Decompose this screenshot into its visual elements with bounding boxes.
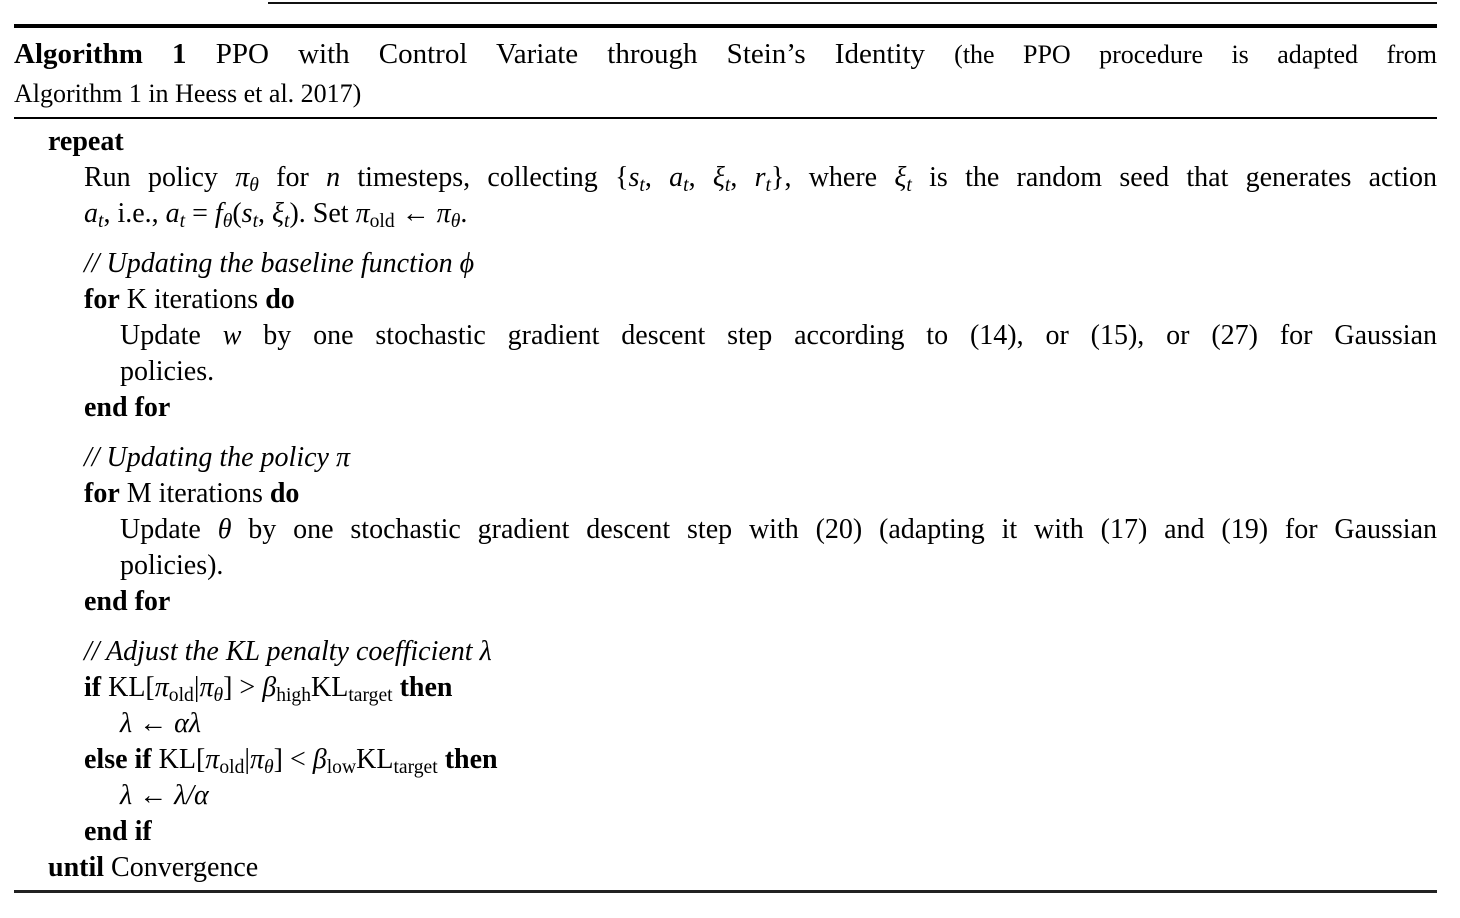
text-segment: f	[214, 198, 223, 229]
text-segment: s	[628, 162, 640, 193]
text-segment: π	[235, 162, 250, 193]
text-segment: (the PPO procedure is adapted from	[954, 40, 1438, 69]
text-segment: a	[84, 198, 98, 229]
text-segment: t	[252, 210, 259, 232]
text-segment: ] <	[273, 744, 313, 775]
text-segment: Update	[120, 514, 218, 545]
text-segment: θ	[450, 210, 461, 232]
text-segment: Convergence	[104, 852, 259, 883]
line-run-policy-cont	[14, 196, 1437, 232]
text-segment: .	[460, 198, 468, 229]
text-segment: KL	[356, 744, 394, 775]
text-segment: λ	[479, 636, 492, 667]
text-segment: KL[	[151, 744, 206, 775]
text-segment: ←	[132, 708, 175, 739]
text-segment: low	[326, 756, 357, 778]
text-segment: high	[276, 684, 312, 706]
algorithm-block	[14, 0, 1437, 893]
text-segment: ,	[258, 198, 273, 229]
text-segment: Algorithm 1	[14, 38, 187, 70]
text-segment: target	[393, 756, 438, 778]
text-segment: t	[98, 210, 104, 232]
text-segment: {	[615, 162, 629, 193]
line-lambda-increase	[14, 706, 1437, 742]
text-segment: s	[241, 198, 253, 229]
text-segment: π	[355, 198, 370, 229]
text-segment: t	[179, 210, 186, 232]
text-segment	[393, 672, 400, 703]
caption-line-1	[14, 35, 1437, 74]
text-segment: θ	[249, 174, 259, 196]
line-repeat	[14, 124, 1437, 160]
text-segment: =	[185, 198, 215, 229]
text-segment: K iterations	[119, 284, 266, 315]
text-segment: , where	[784, 162, 895, 193]
text-segment: λ	[120, 780, 133, 811]
text-segment: until	[48, 852, 105, 883]
text-segment: do	[265, 284, 295, 315]
algorithm-caption	[14, 28, 1437, 113]
text-segment: end if	[84, 816, 152, 847]
text-segment: ξ	[712, 162, 725, 193]
text-segment: by one stochastic gradient descent step according to (14), or (15), or (27) for Gaussian	[241, 320, 1437, 351]
text-segment: end for	[84, 392, 171, 423]
text-segment: ξ	[894, 162, 907, 193]
comment-policy	[14, 440, 1437, 476]
line-update-theta	[14, 512, 1437, 548]
line-end-for-baseline	[14, 390, 1437, 426]
text-segment: is the random seed that generates action	[911, 162, 1438, 193]
text-segment: Algorithm 1 in Heess et al. 2017)	[14, 79, 362, 108]
text-segment: KL[	[101, 672, 155, 703]
line-end-for-policy	[14, 584, 1437, 620]
text-segment: // Updating the policy	[84, 442, 336, 473]
text-segment: then	[444, 744, 498, 775]
text-segment: λ/α	[174, 780, 209, 811]
text-segment: π	[205, 744, 220, 775]
text-segment: t	[639, 174, 645, 196]
text-segment: ϕ	[459, 248, 475, 279]
text-segment: Update	[120, 320, 223, 351]
text-segment: |	[244, 744, 250, 775]
text-segment: (	[232, 198, 242, 229]
text-segment	[438, 744, 445, 775]
text-segment: θ	[213, 684, 224, 706]
line-update-theta-cont	[14, 548, 1437, 584]
text-segment: for	[84, 284, 120, 315]
text-segment: t	[724, 174, 731, 196]
line-lambda-decrease	[14, 778, 1437, 814]
text-segment: ←	[132, 780, 175, 811]
text-segment: old	[219, 756, 245, 778]
text-segment: old	[168, 684, 194, 706]
algorithm-bottom-rule	[14, 890, 1437, 893]
text-segment: policies).	[120, 550, 224, 581]
text-segment: ,	[688, 162, 713, 193]
text-segment: π	[199, 672, 214, 703]
text-segment: ,	[644, 162, 670, 193]
text-segment: a	[165, 198, 180, 229]
text-segment: w	[222, 320, 242, 351]
text-segment: |	[193, 672, 200, 703]
text-segment: then	[399, 672, 453, 703]
text-segment: old	[369, 210, 395, 232]
text-segment: r	[754, 162, 766, 193]
text-segment: t	[683, 174, 689, 196]
text-segment: by one stochastic gradient descent step with (20) (adapting it with (17) and (19) for Gaussian	[231, 514, 1438, 545]
text-segment: ] >	[223, 672, 263, 703]
text-segment: for	[84, 478, 120, 509]
text-segment: t	[284, 210, 290, 232]
text-segment: PPO with Control Variate through Stein’s Identity	[186, 38, 955, 70]
text-segment: policies.	[120, 356, 215, 387]
text-segment: θ	[217, 514, 232, 545]
text-segment: }	[770, 162, 785, 193]
text-segment: ξ	[272, 198, 285, 229]
text-segment: ←	[394, 198, 437, 229]
text-segment: else if	[84, 744, 152, 775]
line-for-m	[14, 476, 1437, 512]
text-segment: t	[906, 174, 912, 196]
line-update-w	[14, 318, 1437, 354]
text-segment: π	[335, 442, 350, 473]
line-until-convergence	[14, 850, 1437, 886]
text-segment: ). Set	[289, 198, 356, 229]
comment-kl-penalty	[14, 634, 1437, 670]
text-segment: KL	[311, 672, 349, 703]
text-segment: a	[669, 162, 684, 193]
text-segment: π	[154, 672, 169, 703]
text-segment: t	[765, 174, 771, 196]
text-segment: // Updating the baseline function	[84, 248, 460, 279]
line-for-k	[14, 282, 1437, 318]
comment-baseline	[14, 246, 1437, 282]
text-segment: // Adjust the KL penalty coefficient	[84, 636, 480, 667]
text-segment: for	[258, 162, 327, 193]
line-run-policy	[14, 160, 1437, 196]
text-segment: timesteps, collecting	[340, 162, 616, 193]
text-segment: β	[262, 672, 277, 703]
text-segment: repeat	[48, 126, 124, 157]
text-segment: π	[249, 744, 265, 775]
text-segment: , i.e.,	[103, 198, 166, 229]
text-segment: αλ	[174, 708, 201, 739]
caption-line-2	[14, 74, 1437, 113]
text-segment: target	[348, 684, 393, 706]
text-segment: θ	[222, 210, 233, 232]
text-segment: n	[326, 162, 341, 193]
text-segment: θ	[264, 756, 274, 778]
algorithm-body	[14, 119, 1437, 886]
text-segment: λ	[120, 708, 133, 739]
text-segment: end for	[84, 586, 171, 617]
text-segment: Run policy	[84, 162, 236, 193]
text-segment: M iterations	[119, 478, 270, 509]
text-segment: do	[269, 478, 300, 509]
text-segment: ,	[730, 162, 755, 193]
line-if-kl	[14, 670, 1437, 706]
text-segment: β	[312, 744, 327, 775]
line-else-if-kl	[14, 742, 1437, 778]
text-segment: if	[84, 672, 102, 703]
line-end-if	[14, 814, 1437, 850]
text-segment: π	[436, 198, 451, 229]
line-update-w-cont	[14, 354, 1437, 390]
